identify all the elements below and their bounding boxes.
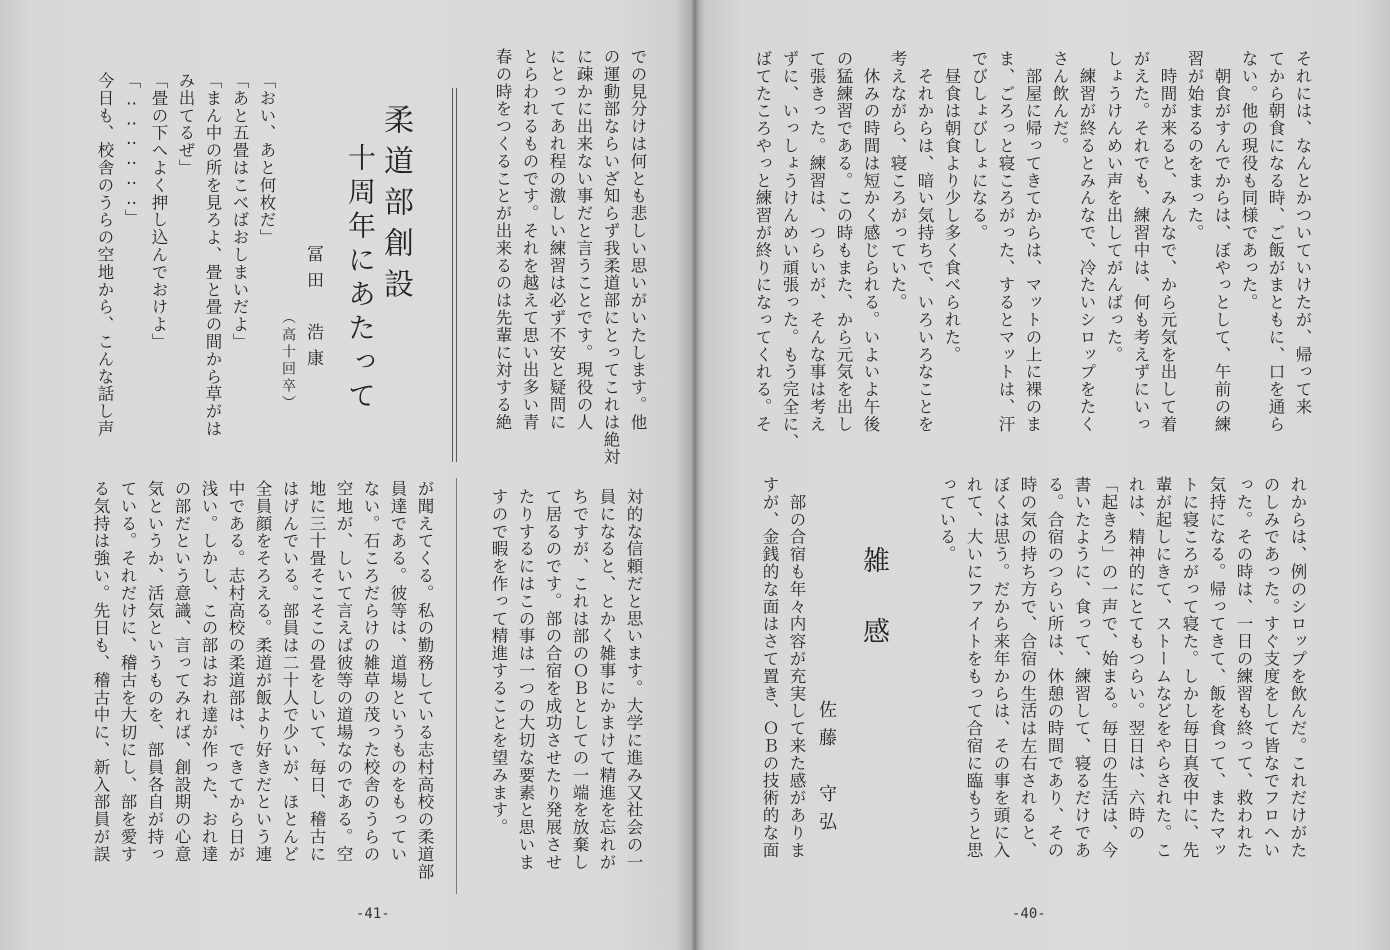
- article-divider-line: [456, 478, 457, 894]
- page-number-right: -40-: [1012, 906, 1046, 922]
- text-column: はげんでいる。部員は二十人で少いが、ほとんど: [280, 480, 299, 863]
- text-column: ばてたころやっと練習が終りになってくれる。そ: [753, 50, 772, 433]
- text-column: トに寝ころがって寝た。しかし毎日真夜中に、先: [1180, 476, 1199, 859]
- book-spine: [692, 0, 698, 950]
- text-column: ない。他の現役も同様であった。: [1239, 50, 1258, 311]
- text-column: 気というか、活気というものを、部員各自が持っ: [145, 480, 164, 863]
- page-number-left: -41-: [356, 906, 390, 922]
- article-author: 冨田 浩康: [303, 245, 323, 375]
- text-column: 昼食は朝食より少し多く食べられた。: [942, 50, 961, 364]
- text-column: さん飲んだ。: [1050, 50, 1069, 155]
- anniversary-article-upper-block: [91, 72, 280, 452]
- text-column: 全員顔をそろえる。柔道が飯より好きだという連: [253, 480, 272, 863]
- text-column: 「まん中の所を見ろよ、畳と畳の間から草がは: [203, 72, 222, 438]
- text-column: る気持は強い。先日も、稽古中に、新入部員が誤: [91, 480, 110, 863]
- text-column: の部だという意識、言ってみれば、創設期の心意: [172, 480, 191, 863]
- anniversary-article-lower-block: [87, 480, 438, 890]
- text-column: 習が始まるのをまった。: [1185, 50, 1204, 242]
- text-column: での見分けは何とも悲しい思いがいたします。他: [628, 48, 647, 431]
- text-column: しょうけんめい声を出してがんばった。: [1104, 50, 1123, 364]
- previous-article-lower-block: [485, 488, 647, 888]
- text-column: 浅い。しかし、この部はおれ達が作った、おれ達: [199, 480, 218, 863]
- text-column: 輩が起しにきて、ストームなどをやらされた。こ: [1153, 476, 1172, 859]
- text-column: 地に三十畳そこそこの畳をしいて、毎日、稽古に: [307, 480, 326, 863]
- text-column: れて、大いにファイトをもって合宿に臨もうと思: [964, 476, 983, 859]
- text-column: ぼくは思う。だから来年からは、その事を頭に入: [991, 476, 1010, 859]
- text-column: のしみであった。すぐ支度をして皆なでフロへい: [1261, 476, 1280, 859]
- essay-author: 佐藤 守弘: [816, 700, 837, 840]
- text-column: ずに、いっしょうけんめい頑張った。もう完全に、: [780, 50, 799, 451]
- text-column: 休みの時間は短かく感じられる。いよいよ午後: [861, 50, 880, 433]
- text-column: が聞えてくる。私の勤務している志村高校の柔道部: [415, 480, 434, 881]
- text-column: の運動部ならいざ知らず我柔道部にとってこれは絶対: [601, 48, 620, 466]
- text-column: 部屋に帰ってきてからは、マットの上に裸のま: [1023, 50, 1042, 433]
- text-column: 「起きろ」の一声で、始まる。毎日の生活は、今: [1099, 476, 1118, 859]
- text-column: 気持になる。帰ってきて、飯を食って、またマッ: [1207, 476, 1226, 859]
- text-column: すので暇を作って精進することを望みます。: [489, 488, 508, 836]
- text-column: て張きった。練習は、つらいが、そんな事は考え: [807, 50, 826, 433]
- text-column: 対的な信頼だと思います。大学に進み又社会の一: [624, 488, 643, 871]
- camp-article-lower-block: [933, 476, 1311, 886]
- text-column: がえた。それでも、練習中は、何も考えずにいっ: [1131, 50, 1150, 433]
- article-divider-line: [452, 88, 453, 462]
- text-column: 部の合宿も年々内容が充実して来た感がありま: [787, 476, 806, 859]
- text-column: 「あと五畳はこべばおしまいだよ」: [230, 72, 249, 351]
- article-title-line2: 十周年にあたって: [344, 143, 377, 415]
- text-column: 時の気の持ち方で、合宿の生活は左右されると、: [1018, 476, 1037, 859]
- text-column: ま、ごろっと寝ころがった、するとマットは、汗: [996, 50, 1015, 433]
- essay-body-block: [756, 476, 810, 886]
- article-title-line1: 柔道部創設: [378, 104, 413, 309]
- previous-article-upper-block: [489, 48, 651, 466]
- text-column: でびしょびしょになる。: [969, 50, 988, 242]
- article-author-note: （高十回卒）: [280, 310, 296, 412]
- camp-article-upper-block: [749, 50, 1316, 450]
- text-column: った。その時は、一日の練習も終って、救われた: [1234, 476, 1253, 859]
- text-column: 「畳の下へよく押し込んでおけよ」: [149, 72, 168, 351]
- text-column: っている。: [937, 476, 956, 563]
- essay-title: 雑感: [858, 546, 889, 688]
- text-column: の猛練習である。この時もまた、から元気を出し: [834, 50, 853, 433]
- text-column: て居るのです。部の合宿を成功させたり発展させ: [543, 488, 562, 871]
- text-column: それからは、暗い気持ちで、いろいろなことを: [915, 50, 934, 433]
- text-column: 員達である。彼等は、道場というものをもってい: [388, 480, 407, 863]
- text-column: それには、なんとかついていけたが、帰って来: [1293, 50, 1312, 416]
- text-column: ている。それだけに、稽古を大切にし、部を愛す: [118, 480, 137, 863]
- text-column: 中である。志村高校の柔道部は、できてから日が: [226, 480, 245, 863]
- text-column: にとってあれ程の激しい練習は必ず不安と疑問に: [547, 48, 566, 431]
- text-column: とらわれるものです。それを越えて思い出多い青: [520, 48, 539, 431]
- text-column: たりするにはこの事は一つの大切な要素と思いま: [516, 488, 535, 871]
- text-column: すが、金銭的な面はさて置き、ＯＢの技術的な面: [760, 476, 779, 859]
- text-column: ちですが、これは部のＯＢとしての一端を放棄し: [570, 488, 589, 871]
- text-column: る。合宿のつらい所は、休憩の時間であり、その: [1045, 476, 1064, 859]
- article-divider-line: [456, 88, 457, 462]
- text-column: れからは、例のシロップを飲んだ。これだけがた: [1288, 476, 1307, 859]
- text-column: 「おい、あと何枚だ」: [257, 72, 276, 246]
- text-column: 今日も、校舎のうらの空地から、こんな話し声: [95, 72, 114, 438]
- text-column: てから朝食になる時、ご飯がまともに、口を通ら: [1266, 50, 1285, 433]
- text-column: ない。石ころだらけの雑草の茂った校舎のうらの: [361, 480, 380, 863]
- text-column: に疎かに出来ない事だと言うことです。現役の人: [574, 48, 593, 431]
- text-column: 時間が来ると、みんなで、から元気を出して着: [1158, 50, 1177, 433]
- text-column: 書いたように、食って、練習して、寝るだけであ: [1072, 476, 1091, 859]
- text-column: 練習が終るとみんなで、冷たいシロップをたく: [1077, 50, 1096, 433]
- text-column: 春の時をつくることが出来るのは先輩に対する絶: [493, 48, 512, 431]
- text-column: 空地が、しいて言えば彼等の道場なのである。空: [334, 480, 353, 863]
- text-column: み出てるぜ」: [176, 72, 195, 177]
- text-column: 考えながら、寝ころがっていた。: [888, 50, 907, 311]
- text-column: 員になると、とかく雑事にかまけて精進を忘れが: [597, 488, 616, 871]
- text-column: 「‥‥‥‥‥‥」: [122, 72, 141, 227]
- text-column: れは、精神的にとてもつらい。翌日は、六時の: [1126, 476, 1145, 842]
- text-column: 朝食がすんでからは、ぼやっとして、午前の練: [1212, 50, 1231, 433]
